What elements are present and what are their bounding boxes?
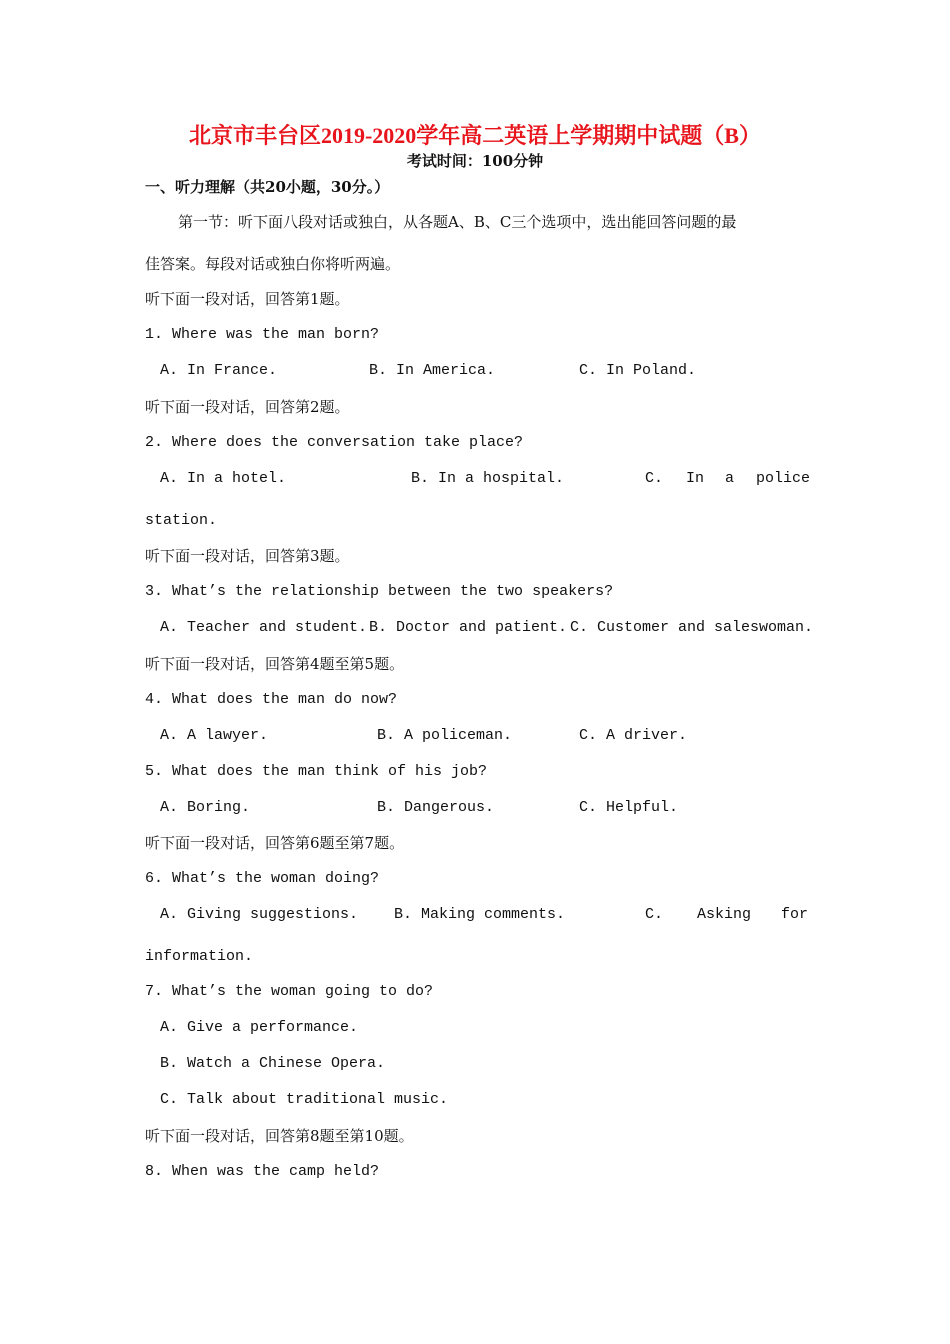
dialogue-intro-4: 听下面一段对话，回答第4题至第5题。 [145,655,405,673]
q3-option-c: C. Customer and saleswoman. [570,619,814,636]
question-1: 1. Where was the man born? [145,326,380,343]
question-7: 7. What’s the woman going to do? [145,983,434,1000]
instruction-line-2: 佳答案。每段对话或独白你将听两遍。 [145,255,401,273]
dialogue-intro-1: 听下面一段对话，回答第1题。 [145,290,350,308]
question-3: 3. What’s the relationship between the two speakers? [145,583,614,600]
q1-option-a: A. In France. [160,362,278,379]
q1-option-b: B. In America. [369,362,496,379]
q5-option-a: A. Boring. [160,799,251,816]
q5-option-b: B. Dangerous. [377,799,495,816]
q6-option-c-label: C. [645,906,664,923]
instruction-line-1: 第一节：听下面八段对话或独白，从各题A、B、C三个选项中，选出能回答问题的最 [178,213,737,231]
q2-option-c-continuation: station. [145,512,218,529]
dialogue-intro-5: 听下面一段对话，回答第6题至第7题。 [145,834,405,852]
question-4: 4. What does the man do now? [145,691,398,708]
q4-option-b: B. A policeman. [377,727,513,744]
q6-option-c-continuation: information. [145,948,254,965]
dialogue-intro-3: 听下面一段对话，回答第3题。 [145,547,350,565]
question-2: 2. Where does the conversation take place? [145,434,524,451]
q6-option-b: B. Making comments. [394,906,566,923]
dialogue-intro-6: 听下面一段对话，回答第8题至第10题。 [145,1127,414,1145]
q2-option-b: B. In a hospital. [411,470,565,487]
q2-option-a: A. In a hotel. [160,470,287,487]
q4-option-a: A. A lawyer. [160,727,269,744]
q2-option-c-label: C. [645,470,664,487]
question-5: 5. What does the man think of his job? [145,763,488,780]
q2-option-c-word: police [756,470,811,487]
q2-option-c-word: a [725,470,735,487]
question-8: 8. When was the camp held? [145,1163,380,1180]
q7-option-b: B. Watch a Chinese Opera. [160,1055,386,1072]
q3-option-a: A. Teacher and student. [160,619,368,636]
dialogue-intro-2: 听下面一段对话，回答第2题。 [145,398,350,416]
q7-option-a: A. Give a performance. [160,1019,359,1036]
q6-option-a: A. Giving suggestions. [160,906,359,923]
page-title: 北京市丰台区2019-2020学年高二英语上学期期中试题（B） [188,123,761,148]
q1-option-c: C. In Poland. [579,362,697,379]
question-6: 6. What’s the woman doing? [145,870,380,887]
q4-option-c: C. A driver. [579,727,688,744]
q7-option-c: C. Talk about traditional music. [160,1091,449,1108]
exam-duration: 考试时间：100分钟 [406,152,544,170]
q3-option-b: B. Doctor and patient. [369,619,568,636]
section-heading: 一、听力理解（共20小题，30分。） [145,178,390,196]
q2-option-c-word: In [686,470,705,487]
q6-option-c-word: Asking [697,906,752,923]
q5-option-c: C. Helpful. [579,799,679,816]
q6-option-c-word: for [781,906,809,923]
